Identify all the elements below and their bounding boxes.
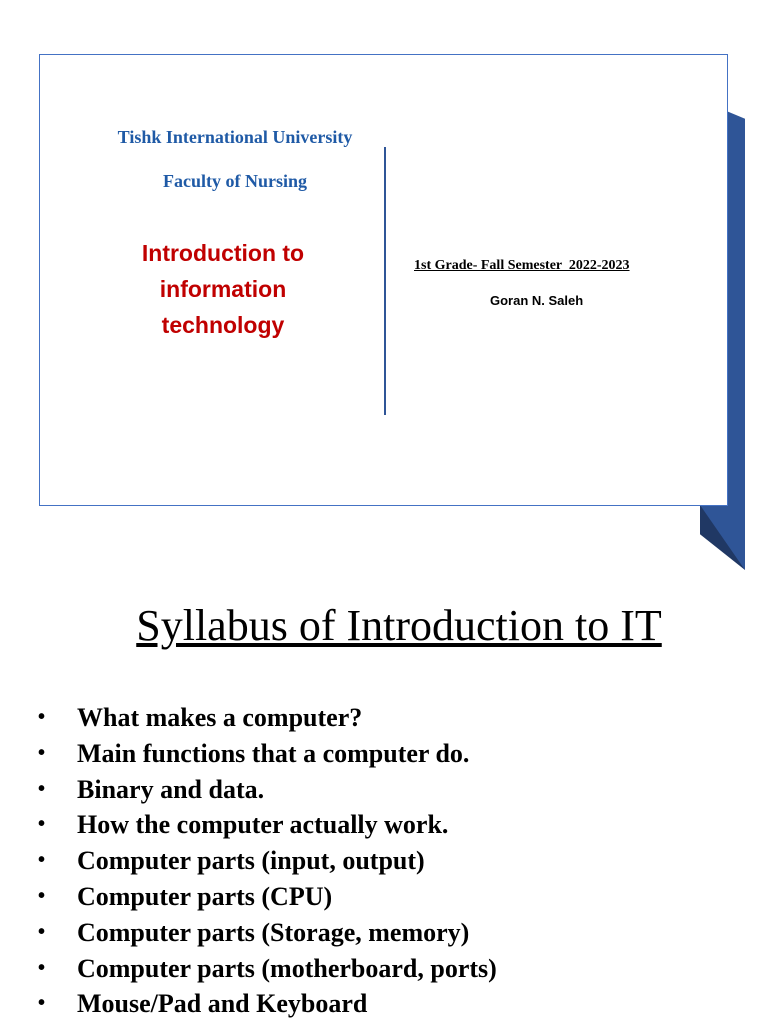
topic-text: Computer parts (CPU): [77, 881, 333, 911]
bullet-icon: •: [38, 849, 46, 872]
topic-text: Computer parts (motherboard, ports): [77, 953, 497, 983]
vertical-divider: [384, 147, 386, 415]
list-item: [38, 772, 497, 808]
topic-text: Computer parts (input, output): [77, 846, 425, 876]
cover-slide: [39, 54, 728, 506]
course-title-line: Introduction to: [141, 240, 305, 266]
list-item: [38, 807, 497, 843]
list-item: [38, 986, 497, 1022]
topic-text: Binary and data.: [77, 774, 265, 804]
author-name: Goran N. Saleh: [490, 293, 584, 308]
course-title-line: technology: [161, 312, 285, 338]
university-name: Tishk International University: [117, 127, 353, 147]
grade-semester: 1st Grade- Fall Semester 2022-2023: [414, 258, 630, 273]
bullet-icon: •: [38, 884, 46, 907]
bullet-icon: •: [38, 920, 46, 943]
bullet-icon: •: [38, 741, 46, 764]
list-item: [38, 736, 497, 772]
topic-text: Computer parts (Storage, memory): [77, 917, 470, 947]
syllabus-title: Syllabus of Introduction to IT: [136, 601, 662, 650]
course-title-line: information: [159, 276, 287, 302]
topic-text: What makes a computer?: [77, 703, 363, 732]
list-item: [38, 915, 497, 951]
topic-text: Mouse/Pad and Keyboard: [77, 989, 368, 1019]
topic-text: How the computer actually work.: [77, 810, 449, 840]
list-item: [38, 843, 497, 879]
topic-text: Main functions that a computer do.: [77, 738, 470, 768]
bullet-icon: •: [38, 956, 46, 979]
topic-list: [38, 700, 497, 1022]
bullet-icon: •: [38, 813, 46, 836]
bullet-icon: •: [38, 992, 46, 1015]
list-item: [38, 951, 497, 987]
course-title: [108, 235, 338, 343]
bullet-icon: •: [38, 777, 46, 800]
bullet-icon: •: [38, 706, 46, 728]
list-item: [38, 700, 497, 736]
faculty-name: Faculty of Nursing: [163, 171, 307, 191]
list-item: [38, 879, 497, 915]
